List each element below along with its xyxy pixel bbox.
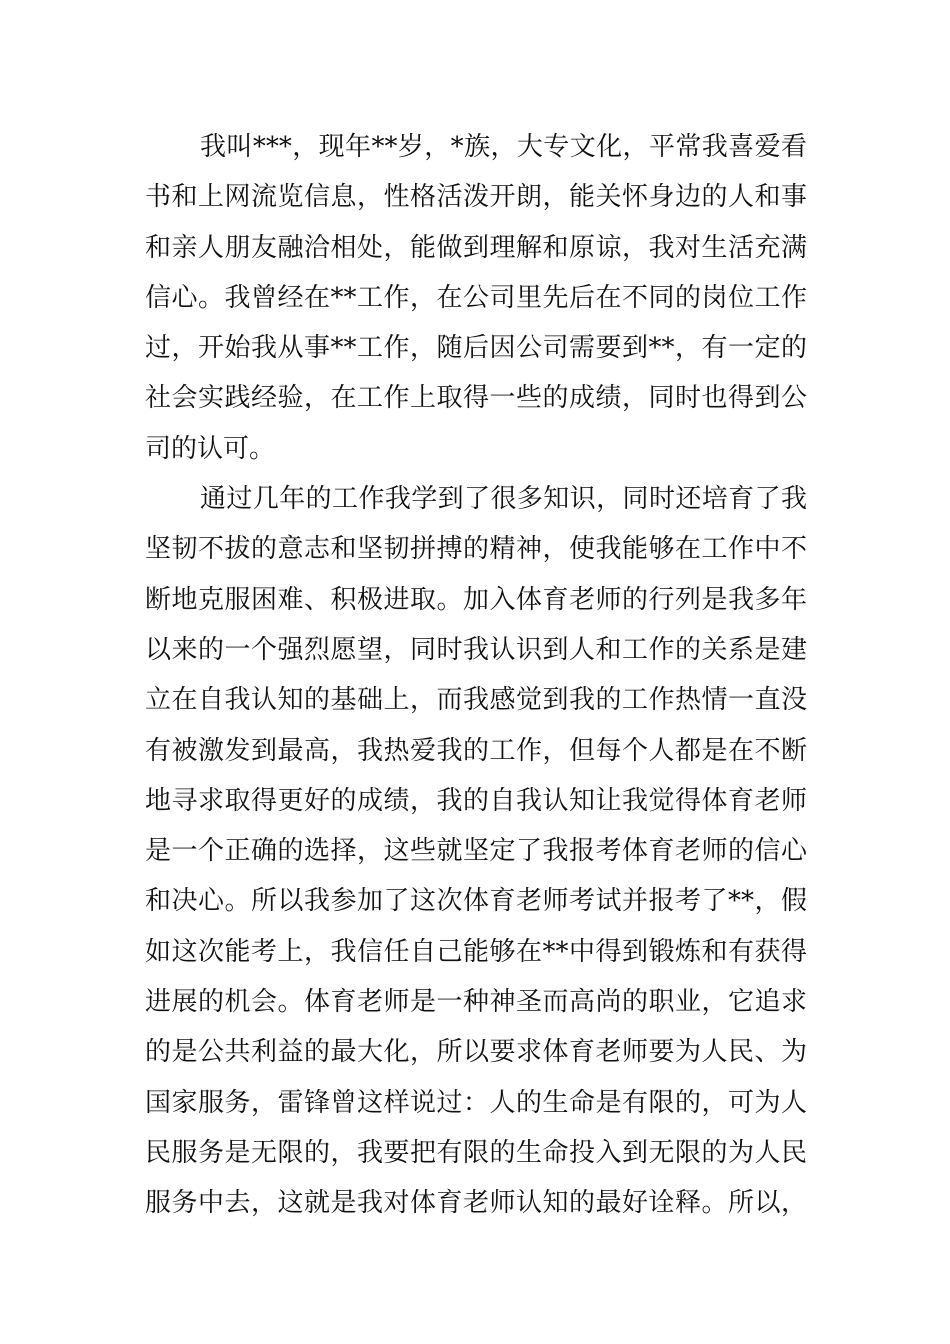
text-line: 坚韧不拔的意志和坚韧拼搏的精神，使我能够在工作中不	[145, 534, 807, 565]
text-line: 以来的一个强烈愿望，同时我认识到人和工作的关系是建	[145, 634, 807, 665]
text-line: 我叫***，现年**岁，*族，大专文化，平常我喜爱看	[200, 132, 807, 162]
text-line: 民服务是无限的，我要把有限的生命投入到无限的为人民	[145, 1137, 807, 1168]
text-line: 如这次能考上，我信任自己能够在**中得到锻炼和有获得	[145, 936, 807, 967]
text-line: 和决心。所以我参加了这次体育老师考试并报考了**，假	[145, 886, 807, 917]
text-line: 断地克服困难、积极进取。加入体育老师的行列是我多年	[145, 584, 807, 615]
document-body	[145, 122, 807, 1229]
text-line: 通过几年的工作我学到了很多知识，同时还培育了我	[200, 484, 807, 515]
text-line: 地寻求取得更好的成绩，我的自我认知让我觉得体育老师	[145, 785, 807, 816]
paragraph-1	[145, 122, 807, 474]
text-line: 司的认可。	[145, 433, 276, 464]
text-line: 书和上网流览信息，性格活泼开朗，能关怀身边的人和事	[145, 182, 807, 213]
text-line: 立在自我认知的基础上，而我感觉到我的工作热情一直没	[145, 685, 807, 716]
text-line: 服务中去，这就是我对体育老师认知的最好诠释。所以，	[145, 1188, 807, 1219]
text-line: 社会实践经验，在工作上取得一些的成绩，同时也得到公	[145, 383, 807, 414]
text-line: 有被激发到最高，我热爱我的工作，但每个人都是在不断	[145, 735, 807, 766]
paragraph-2	[145, 474, 807, 1228]
text-line: 进展的机会。体育老师是一种神圣而高尚的职业，它追求	[145, 987, 807, 1018]
text-line: 信心。我曾经在**工作，在公司里先后在不同的岗位工作	[145, 282, 807, 313]
text-line: 和亲人朋友融洽相处，能做到理解和原谅，我对生活充满	[145, 232, 807, 263]
text-line: 是一个正确的选择，这些就坚定了我报考体育老师的信心	[145, 836, 807, 867]
text-line: 国家服务，雷锋曾这样说过：人的生命是有限的，可为人	[145, 1087, 807, 1118]
text-line: 过，开始我从事**工作，随后因公司需要到**，有一定的	[145, 333, 807, 364]
text-line: 的是公共利益的最大化，所以要求体育老师要为人民、为	[145, 1037, 807, 1068]
